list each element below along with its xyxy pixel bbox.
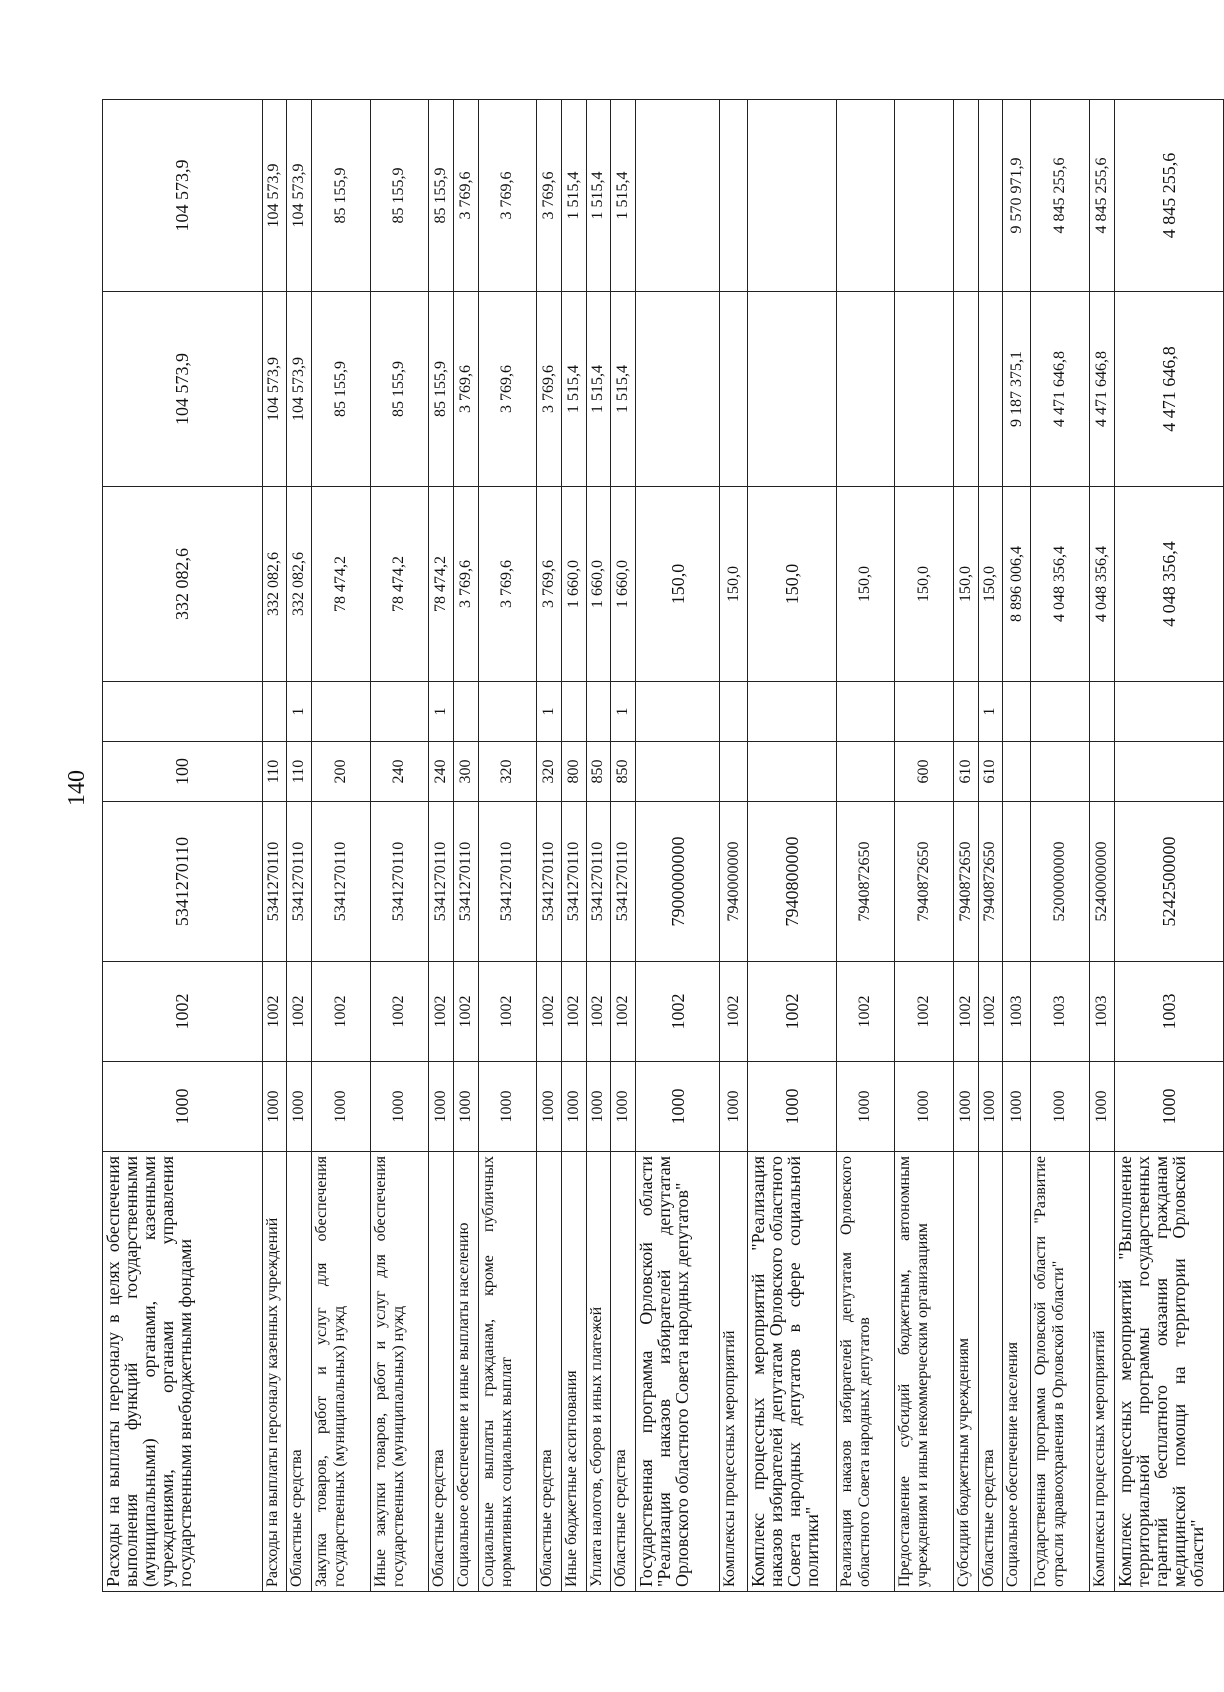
cell-subsection: 1002: [103, 962, 263, 1062]
cell-source-flag: 1: [978, 682, 1003, 742]
cell-value-2025: 1 515,4: [611, 292, 636, 487]
cell-expense-type: [836, 742, 895, 802]
cell-value-2024: 150,0: [836, 487, 895, 682]
cell-subsection: 1003: [1090, 962, 1115, 1062]
cell-value-2024: 3 769,6: [453, 487, 478, 682]
cell-value-2025: [836, 292, 895, 487]
cell-section: 1000: [586, 1062, 611, 1152]
cell-section: 1000: [635, 1062, 720, 1152]
cell-value-2024: 3 769,6: [537, 487, 562, 682]
cell-value-2025: [720, 292, 748, 487]
table-row: [103, 100, 263, 1592]
cell-value-2026: 3 769,6: [453, 100, 478, 292]
cell-target-code: 5341270110: [611, 802, 636, 962]
budget-table-body: [103, 100, 1224, 1592]
cell-source-flag: [478, 682, 537, 742]
cell-value-2025: 9 187 375,1: [1003, 292, 1031, 487]
cell-value-2025: [978, 292, 1003, 487]
cell-subsection: 1002: [720, 962, 748, 1062]
cell-name: Областные средства: [537, 1152, 562, 1592]
cell-subsection: 1002: [836, 962, 895, 1062]
cell-target-code: 5341270110: [103, 802, 263, 962]
cell-value-2025: 3 769,6: [453, 292, 478, 487]
cell-value-2024: 3 769,6: [478, 487, 537, 682]
cell-target-code: 5341270110: [537, 802, 562, 962]
cell-target-code: 7940800000: [748, 802, 836, 962]
cell-value-2024: 332 082,6: [103, 487, 263, 682]
cell-name: Расходы на выплаты персоналу казенных учреждений: [262, 1152, 287, 1592]
cell-name: Комплексы процессных мероприятий: [1090, 1152, 1115, 1592]
cell-value-2026: 3 769,6: [537, 100, 562, 292]
cell-value-2024: 150,0: [895, 487, 954, 682]
cell-section: 1000: [748, 1062, 836, 1152]
cell-source-flag: [586, 682, 611, 742]
cell-source-flag: [370, 682, 429, 742]
cell-target-code: 7940000000: [720, 802, 748, 962]
cell-value-2026: 1 515,4: [561, 100, 586, 292]
cell-source-flag: [895, 682, 954, 742]
cell-name: Областные средства: [611, 1152, 636, 1592]
cell-target-code: 5341270110: [478, 802, 537, 962]
table-row: [1090, 100, 1115, 1592]
cell-source-flag: [748, 682, 836, 742]
cell-value-2024: 150,0: [978, 487, 1003, 682]
cell-value-2024: 150,0: [635, 487, 720, 682]
cell-name: Комплекс процессных мероприятий "Выполнение территориальной программы государственных гарантий бесплатного оказания гражданам медицинской помощи на территории Орловской области": [1114, 1152, 1223, 1592]
cell-value-2024: 4 048 356,4: [1090, 487, 1115, 682]
cell-value-2024: 8 896 006,4: [1003, 487, 1031, 682]
cell-value-2026: 1 515,4: [611, 100, 636, 292]
cell-value-2025: [895, 292, 954, 487]
cell-section: 1000: [720, 1062, 748, 1152]
cell-expense-type: 320: [537, 742, 562, 802]
cell-target-code: 7940872650: [836, 802, 895, 962]
cell-subsection: 1002: [262, 962, 287, 1062]
cell-value-2025: 3 769,6: [478, 292, 537, 487]
cell-value-2024: 1 660,0: [561, 487, 586, 682]
cell-name: Расходы на выплаты персоналу в целях обеспечения выполнения функций государственными (муниципальными) органами, казенными учреждениями, органами управления государственными внебюджетными фондами: [103, 1152, 263, 1592]
cell-section: 1000: [895, 1062, 954, 1152]
cell-value-2026: 104 573,9: [262, 100, 287, 292]
cell-section: 1000: [978, 1062, 1003, 1152]
cell-subsection: 1002: [635, 962, 720, 1062]
cell-expense-type: [635, 742, 720, 802]
cell-section: 1000: [1090, 1062, 1115, 1152]
cell-value-2024: 332 082,6: [287, 487, 312, 682]
cell-target-code: 5200000000: [1031, 802, 1090, 962]
cell-section: 1000: [1031, 1062, 1090, 1152]
cell-value-2024: 332 082,6: [262, 487, 287, 682]
cell-expense-type: [1114, 742, 1223, 802]
cell-value-2025: 104 573,9: [287, 292, 312, 487]
cell-value-2025: 3 769,6: [537, 292, 562, 487]
cell-target-code: 5341270110: [429, 802, 454, 962]
cell-name: Социальные выплаты гражданам, кроме публичных нормативных социальных выплат: [478, 1152, 537, 1592]
cell-value-2026: 4 845 255,6: [1090, 100, 1115, 292]
cell-source-flag: [453, 682, 478, 742]
cell-value-2024: 78 474,2: [311, 487, 370, 682]
cell-value-2024: 150,0: [953, 487, 978, 682]
cell-source-flag: [311, 682, 370, 742]
cell-name: Социальное обеспечение населения: [1003, 1152, 1031, 1592]
cell-source-flag: [836, 682, 895, 742]
cell-expense-type: 600: [895, 742, 954, 802]
table-row: [978, 100, 1003, 1592]
cell-subsection: 1002: [287, 962, 312, 1062]
cell-expense-type: 850: [611, 742, 636, 802]
cell-source-flag: [1031, 682, 1090, 742]
cell-target-code: 5341270110: [370, 802, 429, 962]
cell-target-code: [1003, 802, 1031, 962]
cell-expense-type: 800: [561, 742, 586, 802]
cell-target-code: 7940872650: [953, 802, 978, 962]
cell-name: Уплата налогов, сборов и иных платежей: [586, 1152, 611, 1592]
cell-section: 1000: [478, 1062, 537, 1152]
cell-value-2025: 85 155,9: [370, 292, 429, 487]
table-row: [635, 100, 720, 1592]
table-row: [1031, 100, 1090, 1592]
cell-value-2025: [635, 292, 720, 487]
cell-subsection: 1003: [1031, 962, 1090, 1062]
cell-source-flag: [561, 682, 586, 742]
cell-name: Государственная программа Орловской области "Реализация наказов избирателей депутатам Орловского областного Совета народных депутатов": [635, 1152, 720, 1592]
cell-expense-type: 320: [478, 742, 537, 802]
cell-target-code: 7900000000: [635, 802, 720, 962]
cell-value-2026: [836, 100, 895, 292]
cell-source-flag: [635, 682, 720, 742]
table-row: [561, 100, 586, 1592]
cell-name: Субсидии бюджетным учреждениям: [953, 1152, 978, 1592]
table-row: [262, 100, 287, 1592]
cell-subsection: 1002: [561, 962, 586, 1062]
table-row: [586, 100, 611, 1592]
cell-subsection: 1003: [1003, 962, 1031, 1062]
cell-section: 1000: [953, 1062, 978, 1152]
cell-source-flag: [720, 682, 748, 742]
cell-target-code: 5242500000: [1114, 802, 1223, 962]
cell-value-2024: 1 660,0: [611, 487, 636, 682]
cell-subsection: 1002: [537, 962, 562, 1062]
cell-value-2024: 150,0: [748, 487, 836, 682]
cell-value-2026: 9 570 971,9: [1003, 100, 1031, 292]
cell-target-code: 5240000000: [1090, 802, 1115, 962]
cell-source-flag: 1: [287, 682, 312, 742]
cell-value-2025: 4 471 646,8: [1114, 292, 1223, 487]
cell-value-2026: [720, 100, 748, 292]
cell-name: Областные средства: [287, 1152, 312, 1592]
cell-source-flag: 1: [611, 682, 636, 742]
cell-expense-type: 240: [370, 742, 429, 802]
cell-source-flag: [953, 682, 978, 742]
cell-value-2026: [953, 100, 978, 292]
cell-subsection: 1002: [370, 962, 429, 1062]
cell-name: Государственная программа Орловской области "Развитие отрасли здравоохранения в Орловской области": [1031, 1152, 1090, 1592]
cell-subsection: 1002: [478, 962, 537, 1062]
cell-subsection: 1002: [978, 962, 1003, 1062]
cell-value-2026: [895, 100, 954, 292]
cell-section: 1000: [611, 1062, 636, 1152]
cell-source-flag: 1: [537, 682, 562, 742]
cell-target-code: 5341270110: [586, 802, 611, 962]
cell-value-2026: 104 573,9: [287, 100, 312, 292]
cell-section: 1000: [453, 1062, 478, 1152]
table-row: [895, 100, 954, 1592]
cell-expense-type: [720, 742, 748, 802]
cell-value-2026: 3 769,6: [478, 100, 537, 292]
cell-value-2024: 4 048 356,4: [1114, 487, 1223, 682]
cell-expense-type: [1031, 742, 1090, 802]
cell-name: Областные средства: [978, 1152, 1003, 1592]
cell-section: 1000: [370, 1062, 429, 1152]
cell-subsection: 1003: [1114, 962, 1223, 1062]
cell-value-2026: 1 515,4: [586, 100, 611, 292]
cell-section: 1000: [311, 1062, 370, 1152]
cell-value-2025: 85 155,9: [311, 292, 370, 487]
cell-subsection: 1002: [611, 962, 636, 1062]
cell-source-flag: [103, 682, 263, 742]
cell-value-2026: 4 845 255,6: [1031, 100, 1090, 292]
cell-expense-type: [1090, 742, 1115, 802]
cell-name: Комплексы процессных мероприятий: [720, 1152, 748, 1592]
cell-value-2025: 104 573,9: [262, 292, 287, 487]
cell-value-2024: 4 048 356,4: [1031, 487, 1090, 682]
cell-target-code: 5341270110: [453, 802, 478, 962]
cell-subsection: 1002: [586, 962, 611, 1062]
cell-expense-type: 850: [586, 742, 611, 802]
cell-subsection: 1002: [748, 962, 836, 1062]
cell-value-2026: 104 573,9: [103, 100, 263, 292]
cell-name: Социальное обеспечение и иные выплаты населению: [453, 1152, 478, 1592]
cell-value-2025: 104 573,9: [103, 292, 263, 487]
cell-section: 1000: [429, 1062, 454, 1152]
cell-source-flag: 1: [429, 682, 454, 742]
rotated-table-wrapper: [102, 100, 1224, 1592]
cell-section: 1000: [1114, 1062, 1223, 1152]
table-row: [748, 100, 836, 1592]
cell-value-2026: [978, 100, 1003, 292]
cell-expense-type: 240: [429, 742, 454, 802]
cell-target-code: 5341270110: [262, 802, 287, 962]
cell-source-flag: [262, 682, 287, 742]
cell-target-code: 5341270110: [561, 802, 586, 962]
cell-target-code: 5341270110: [287, 802, 312, 962]
cell-value-2025: 85 155,9: [429, 292, 454, 487]
cell-expense-type: 110: [262, 742, 287, 802]
cell-value-2026: [635, 100, 720, 292]
cell-source-flag: [1114, 682, 1223, 742]
cell-value-2024: 1 660,0: [586, 487, 611, 682]
cell-expense-type: 610: [953, 742, 978, 802]
cell-section: 1000: [1003, 1062, 1031, 1152]
cell-target-code: 7940872650: [978, 802, 1003, 962]
cell-expense-type: 200: [311, 742, 370, 802]
table-row: [370, 100, 429, 1592]
cell-value-2026: 4 845 255,6: [1114, 100, 1223, 292]
cell-section: 1000: [103, 1062, 263, 1152]
cell-expense-type: 300: [453, 742, 478, 802]
cell-expense-type: 100: [103, 742, 263, 802]
table-row: [836, 100, 895, 1592]
cell-subsection: 1002: [429, 962, 454, 1062]
cell-value-2025: [748, 292, 836, 487]
cell-value-2026: 85 155,9: [429, 100, 454, 292]
cell-name: Предоставление субсидий бюджетным, автономным учреждениям и иным некоммерческим организациям: [895, 1152, 954, 1592]
budget-table: [102, 99, 1224, 1592]
cell-section: 1000: [287, 1062, 312, 1152]
table-row: [311, 100, 370, 1592]
cell-value-2024: 78 474,2: [429, 487, 454, 682]
cell-name: Областные средства: [429, 1152, 454, 1592]
cell-expense-type: 610: [978, 742, 1003, 802]
table-row: [1114, 100, 1223, 1592]
cell-value-2025: 4 471 646,8: [1090, 292, 1115, 487]
cell-value-2025: 4 471 646,8: [1031, 292, 1090, 487]
cell-value-2026: 85 155,9: [370, 100, 429, 292]
cell-value-2026: 85 155,9: [311, 100, 370, 292]
table-row: [453, 100, 478, 1592]
cell-subsection: 1002: [311, 962, 370, 1062]
table-row: [287, 100, 312, 1592]
table-row: [537, 100, 562, 1592]
cell-value-2026: [748, 100, 836, 292]
cell-target-code: 7940872650: [895, 802, 954, 962]
cell-section: 1000: [561, 1062, 586, 1152]
cell-expense-type: [1003, 742, 1031, 802]
cell-source-flag: [1003, 682, 1031, 742]
cell-expense-type: [748, 742, 836, 802]
table-row: [1003, 100, 1031, 1592]
cell-source-flag: [1090, 682, 1115, 742]
table-row: [953, 100, 978, 1592]
cell-name: Комплекс процессных мероприятий "Реализация наказов избирателей депутатам Орловского областного Совета народных депутатов в сфере социальной политики": [748, 1152, 836, 1592]
cell-expense-type: 110: [287, 742, 312, 802]
cell-subsection: 1002: [953, 962, 978, 1062]
cell-value-2024: 78 474,2: [370, 487, 429, 682]
cell-section: 1000: [537, 1062, 562, 1152]
cell-name: Реализация наказов избирателей депутатам Орловского областного Совета народных депутатов: [836, 1152, 895, 1592]
cell-target-code: 5341270110: [311, 802, 370, 962]
cell-subsection: 1002: [453, 962, 478, 1062]
cell-subsection: 1002: [895, 962, 954, 1062]
cell-value-2025: 1 515,4: [561, 292, 586, 487]
cell-name: Закупка товаров, работ и услуг для обеспечения государственных (муниципальных) нужд: [311, 1152, 370, 1592]
table-row: [478, 100, 537, 1592]
page-number: 140: [64, 770, 90, 806]
cell-section: 1000: [836, 1062, 895, 1152]
cell-value-2025: 1 515,4: [586, 292, 611, 487]
cell-name: Иные закупки товаров, работ и услуг для обеспечения государственных (муниципальных) нужд: [370, 1152, 429, 1592]
table-row: [720, 100, 748, 1592]
cell-name: Иные бюджетные ассигнования: [561, 1152, 586, 1592]
table-row: [429, 100, 454, 1592]
cell-value-2024: 150,0: [720, 487, 748, 682]
cell-value-2025: [953, 292, 978, 487]
table-row: [611, 100, 636, 1592]
cell-section: 1000: [262, 1062, 287, 1152]
